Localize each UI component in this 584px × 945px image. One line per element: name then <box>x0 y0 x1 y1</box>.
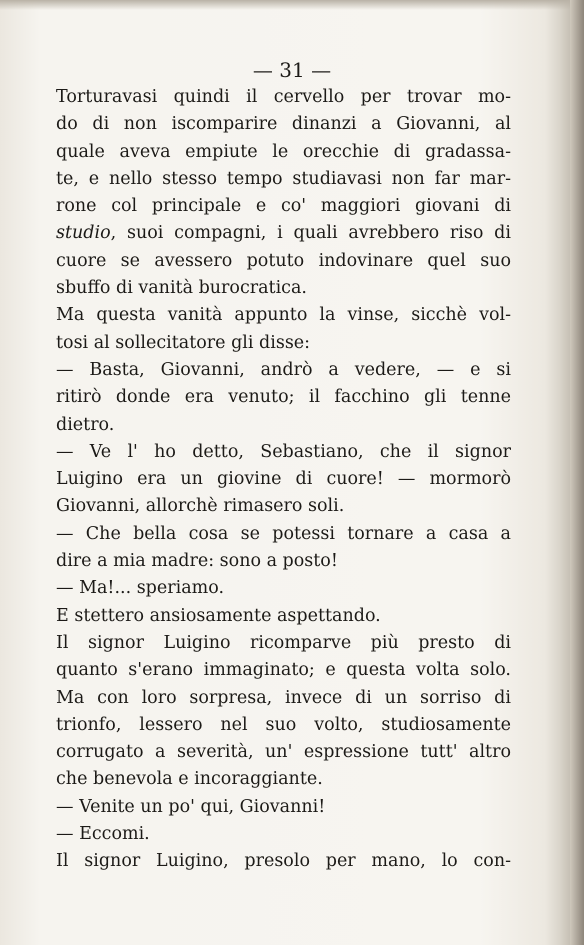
text-line: — Che bella cosa se potessi tornare a casa a <box>56 523 511 544</box>
text-line: dire a mia madre: sono a posto! <box>56 551 338 572</box>
text-line: cuore se avessero potuto indovinare quel suo <box>56 250 511 271</box>
text-line: corrugato a severità, un' espressione tutt' altro <box>56 742 511 763</box>
text-segment: , suoi compagni, i quali avrebbero riso di <box>110 223 511 244</box>
text-line: E stettero ansiosamente aspettando. <box>56 605 381 626</box>
text-line: Ma con loro sorpresa, invece di un sorriso di <box>56 687 511 708</box>
text-line: — Basta, Giovanni, andrò a vedere, — e si <box>56 359 511 380</box>
text-line: Il signor Luigino ricomparve più presto di <box>56 632 511 653</box>
page-top-shadow <box>0 0 584 10</box>
text-line: rone col principale e co' maggiori giovani di <box>56 196 511 217</box>
text-line: — Eccomi. <box>56 824 150 845</box>
text-line: — Ma!... speriamo. <box>56 578 225 599</box>
text-line: che benevola e incoraggiante. <box>56 769 323 790</box>
text-line: do di non iscomparire dinanzi a Giovanni, al <box>56 114 511 135</box>
text-line: quale aveva empiute le orecchie di gradassa- <box>56 141 511 162</box>
text-line: Ma questa vanità appunto la vinse, sicchè vol- <box>56 305 511 326</box>
text-line: Giovanni, allorchè rimasero soli. <box>56 496 345 517</box>
text-line: trionfo, lessero nel suo volto, studiosamente <box>56 714 511 735</box>
text-line: Luigino era un giovine di cuore! — mormorò <box>56 469 511 490</box>
page-number: — 31 — <box>252 58 332 82</box>
text-line <box>56 220 511 247</box>
text-line: te, e nello stesso tempo studiavasi non far mar- <box>56 168 511 189</box>
text-line: sbuffo di vanità burocratica. <box>56 278 307 299</box>
text-line: tosi al sollecitatore gli disse: <box>56 332 311 353</box>
text-line: ritirò donde era venuto; il facchino gli tenne <box>56 387 511 408</box>
text-line: Il signor Luigino, presolo per mano, lo con- <box>56 851 511 872</box>
page-body-text <box>56 84 511 876</box>
text-line: — Venite un po' qui, Giovanni! <box>56 796 326 817</box>
italic-word: studio <box>56 223 111 244</box>
page-right-edge <box>570 0 584 945</box>
text-line: Torturavasi quindi il cervello per trovar mo- <box>56 87 511 107</box>
text-line: — Ve l' ho detto, Sebastiano, che il signor <box>56 441 511 462</box>
text-line: quanto s'erano immaginato; e questa volta solo. <box>56 660 511 681</box>
text-line: dietro. <box>56 414 115 435</box>
